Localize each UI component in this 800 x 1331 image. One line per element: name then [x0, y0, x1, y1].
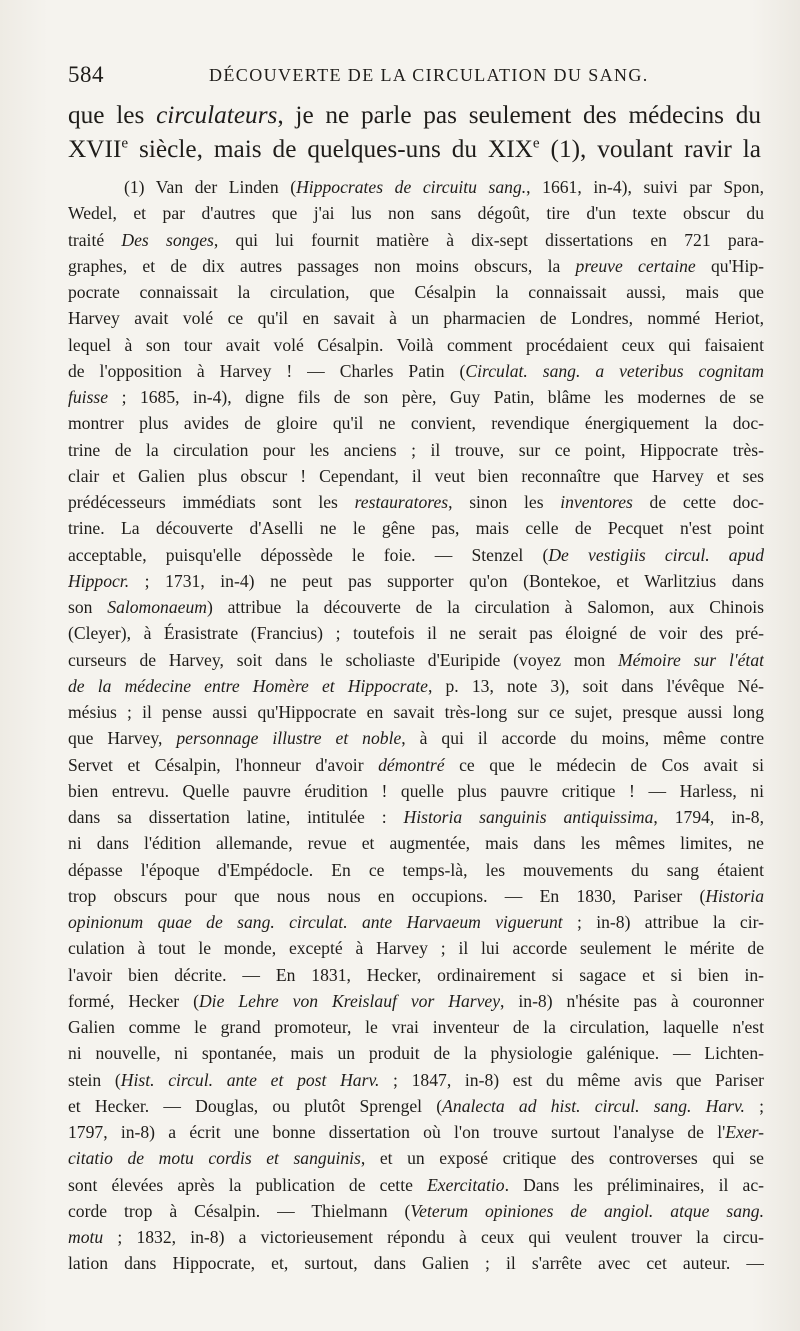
footnote-line: ni nouvelle, ni spontanée, mais un produit de la physiologie galénique. — Lichten-: [68, 1043, 764, 1064]
footnote-line: son Salomonaeum) attribue la découverte de la circulation à Salomon, aux Chinois: [68, 597, 764, 617]
footnote-line: graphes, et de dix autres passages non moins obscurs, la preuve certaine qu'Hip-: [68, 255, 764, 276]
footnote-line: 1797, in-8) a écrit une bonne dissertation où l'on trouve surtout l'analyse de l'Exer-: [68, 1122, 764, 1142]
footnote-line: trine. La découverte d'Aselli ne le gêne pas, mais celle de Pecquet n'est point: [68, 518, 764, 539]
footnote-line: (Cleyer), à Érasistrate (Francius) ; toutefois il ne serait pas éloigné de voir des pré-: [68, 623, 764, 644]
footnote-line: stein (Hist. circul. ante et post Harv. ; 1847, in-8) est du même avis que Pariser: [68, 1069, 764, 1090]
footnote-line: ni dans l'édition allemande, revue et augmentée, mais dans les mêmes limites, ne: [68, 833, 764, 854]
main-text-line: que les circulateurs, je ne parle pas seulement des médecins du: [68, 101, 762, 129]
footnote-line: motu ; 1832, in-8) a victorieusement répondu à ceux qui veulent trouver la circu-: [68, 1227, 764, 1247]
page-header: [68, 62, 758, 92]
footnote-line: lation dans Hippocrate, et, surtout, dans Galien ; il s'arrête avec cet auteur. —: [68, 1253, 764, 1274]
footnote-line: pocrate connaissait la circulation, que Césalpin la connaissait aussi, mais que: [68, 282, 764, 302]
footnote-line: Galien comme le grand promoteur, le vrai inventeur de la circulation, laquelle n'est: [68, 1017, 764, 1037]
footnote-line: corde trop à Césalpin. — Thielmann (Veterum opiniones de angiol. atque sang.: [68, 1200, 764, 1221]
footnote-line: Servet et Césalpin, l'honneur d'avoir démontré ce que le médecin de Cos avait si: [68, 754, 764, 775]
footnote-line: (1) Van der Linden (Hippocrates de circuitu sang., 1661, in-4), suivi par Spon,: [124, 177, 764, 197]
main-text: [68, 98, 761, 166]
footnote-line: mésius ; il pense aussi qu'Hippocrate en savait très-long sur ce sujet, presque aussi long: [68, 702, 764, 722]
footnote-line: bien entrevu. Quelle pauvre érudition ! quelle plus pauvre critique ! — Harless, ni: [68, 780, 764, 801]
page-number: 584: [68, 62, 104, 87]
footnote-line: Hippocr. ; 1731, in-4) ne peut pas supporter qu'on (Bontekoe, et Warlitzius dans: [68, 570, 764, 591]
footnote-line: de l'opposition à Harvey ! — Charles Patin (Circulat. sang. a veteribus cognitam: [68, 360, 764, 381]
footnote-line: traité Des songes, qui lui fournit matière à dix-sept dissertations en 721 para-: [68, 229, 764, 250]
footnote-line: acceptable, puisqu'elle dépossède le foie. — Stenzel (De vestigiis circul. apud: [68, 544, 764, 565]
running-head: DÉCOUVERTE DE LA CIRCULATION DU SANG.: [209, 65, 649, 85]
footnote-line: de la médecine entre Homère et Hippocrate, p. 13, note 3), soit dans l'évêque Né-: [68, 675, 764, 696]
footnote-line: lequel à son tour avait volé Césalpin. Voilà comment procédaient ceux qui faisaient: [68, 334, 764, 355]
footnote-line: trop obscurs pour que nous nous en occupions. — En 1830, Pariser (Historia: [68, 885, 764, 906]
footnote-line: dans sa dissertation latine, intitulée : Historia sanguinis antiquissima, 1794, in-8,: [68, 807, 764, 827]
footnote-line: prédécesseurs immédiats sont les restauratores, sinon les inventores de cette doc-: [68, 492, 764, 512]
main-text-line: XVIIe siècle, mais de quelques-uns du XIXe (1), voulant ravir la: [68, 134, 761, 163]
footnote-line: opinionum quae de sang. circulat. ante Harvaeum viguerunt ; in-8) attribue la cir-: [68, 912, 764, 932]
footnote-line: l'avoir bien décrite. — En 1831, Hecker, ordinairement si sagace et si bien in-: [68, 964, 764, 985]
footnote-line: sont élevées après la publication de cette Exercitatio. Dans les préliminaires, il ac-: [68, 1174, 764, 1195]
footnote-line: Harvey avait volé ce qu'il en savait à un pharmacien de Londres, nommé Heriot,: [68, 308, 764, 329]
footnote-line: culation à tout le monde, excepté à Harvey ; il lui accorde seulement le mérite de: [68, 938, 764, 959]
footnote-line: clair et Galien plus obscur ! Cependant, il veut bien reconnaître que Harvey et ses: [68, 465, 764, 486]
footnote-line: que Harvey, personnage illustre et noble, à qui il accorde du moins, même contre: [68, 728, 764, 749]
footnote-line: dépasse l'époque d'Empédocle. En ce temps-là, les mouvements du sang étaient: [68, 859, 764, 880]
footnote-line: trine de la circulation pour les anciens ; il trouve, sur ce point, Hippocrate très-: [68, 439, 764, 460]
footnote-line: montrer plus avides de gloire qu'il ne convient, revendique énergiquement la doc-: [68, 413, 764, 434]
footnote-line: et Hecker. — Douglas, ou plutôt Sprengel (Analecta ad hist. circul. sang. Harv. ;: [68, 1095, 764, 1116]
footnote-line: curseurs de Harvey, soit dans le scholiaste d'Euripide (voyez mon Mémoire sur l'état: [68, 649, 764, 670]
footnote: [68, 174, 764, 1277]
footnote-line: fuisse ; 1685, in-4), digne fils de son père, Guy Patin, blâme les modernes de se: [68, 387, 764, 407]
footnote-line: Wedel, et par d'autres que j'ai lus non sans dégoût, tire d'un texte obscur du: [68, 203, 764, 224]
footnote-line: citatio de motu cordis et sanguinis, et un exposé critique des controverses qui se: [68, 1148, 764, 1169]
footnote-line: formé, Hecker (Die Lehre von Kreislauf vor Harvey, in-8) n'hésite pas à couronner: [68, 990, 764, 1011]
